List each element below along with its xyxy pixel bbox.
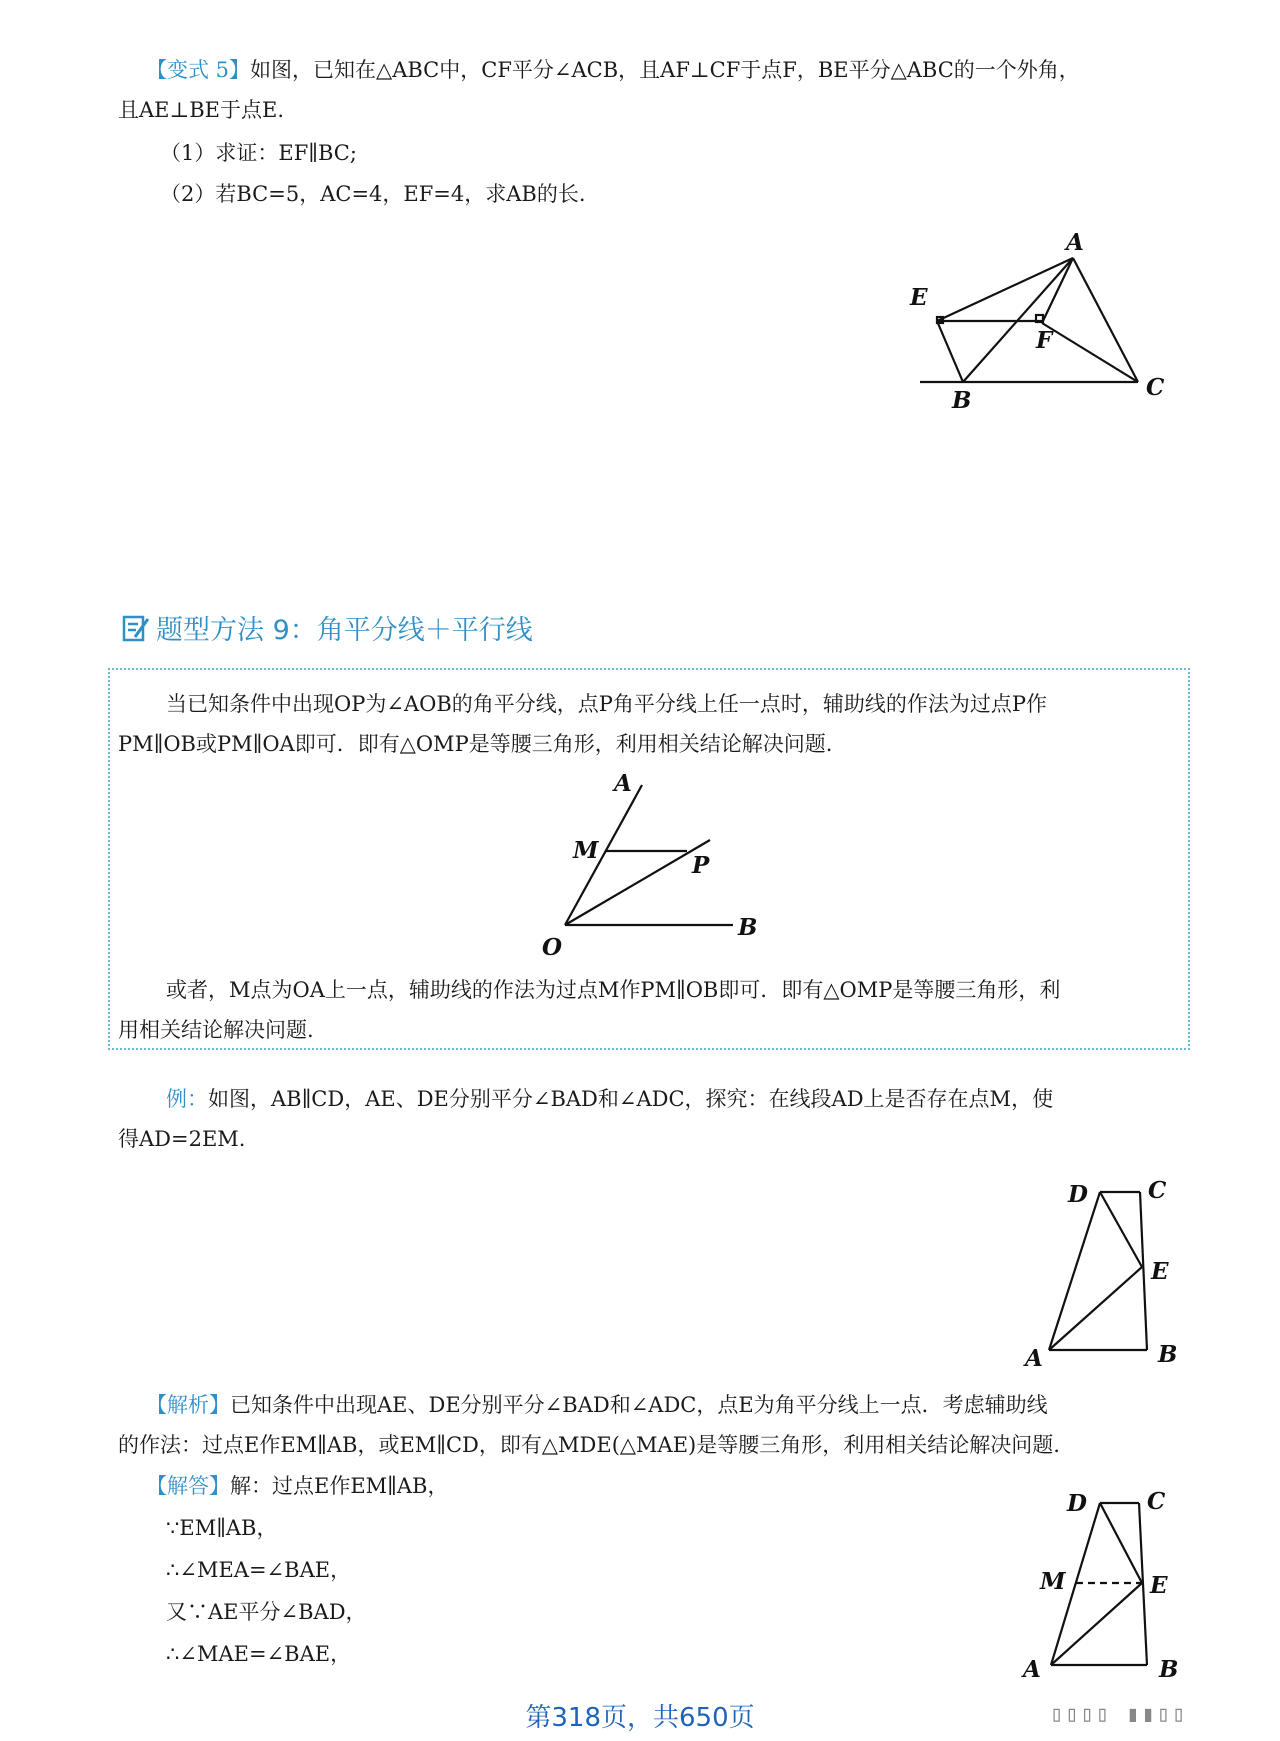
- label-b: B: [1158, 1341, 1178, 1368]
- label-o: O: [542, 934, 563, 961]
- variant5-question-2: （2）若BC=5，AC=4，EF=4，求AB的长.: [160, 182, 586, 206]
- analysis-line2: 的作法：过点E作EM∥AB，或EM∥CD，即有△MDE(△MAE)是等腰三角形，利用相关结论解决问题.: [118, 1433, 1060, 1457]
- label-m: M: [573, 837, 599, 864]
- method-para2-line2: 用相关结论解决问题.: [118, 1018, 314, 1042]
- method-para1-line2: PM∥OB或PM∥OA即可．即有△OMP是等腰三角形，利用相关结论解决问题.: [118, 732, 833, 756]
- variant5-tag: 【变式 5】: [146, 58, 251, 82]
- variant5-line2: 且AE⊥BE于点E.: [118, 98, 285, 122]
- answer-line2: ∵EM∥AB，: [166, 1516, 278, 1540]
- variant5-question-1: （1）求证：EF∥BC;: [160, 141, 357, 165]
- analysis-text: 已知条件中出现AE、DE分别平分∠BAD和∠ADC，点E为角平分线上一点．考虑辅助线: [230, 1393, 1048, 1417]
- line-ac: [1073, 258, 1138, 382]
- label-f: F: [1036, 327, 1053, 354]
- analysis-tag: 【解析】: [146, 1393, 230, 1417]
- label-a: A: [1023, 1656, 1041, 1683]
- label-d: D: [1067, 1490, 1087, 1517]
- answer-line5: ∴∠MAE=∠BAE，: [166, 1642, 352, 1666]
- figure-trapezoid-with-m: [1015, 1475, 1215, 1695]
- figure-triangle-abc: [900, 220, 1200, 420]
- line-be: [937, 321, 963, 382]
- line-ae: [937, 258, 1073, 321]
- example-line1: [166, 1079, 1053, 1119]
- figure-trapezoid: [1015, 1170, 1215, 1370]
- label-m: M: [1040, 1568, 1066, 1595]
- line-ae: [1051, 1583, 1142, 1665]
- analysis-line1: [146, 1385, 1048, 1425]
- line-af: [1042, 258, 1073, 323]
- page-strip-icon: ▯▯▯▯ ▮▮▯▯: [1050, 1702, 1188, 1727]
- variant5-statement: 如图，已知在△ABC中，CF平分∠ACB，且AF⊥CF于点F，BE平分△ABC的一个外角，: [250, 58, 1080, 82]
- answer-tag: 【解答】: [146, 1474, 230, 1498]
- label-e: E: [1151, 1258, 1169, 1285]
- line-de: [1100, 1192, 1142, 1267]
- method-note-icon: [121, 613, 151, 643]
- figure-angle-aob: [530, 765, 790, 965]
- method-para1-line1: 当已知条件中出现OP为∠AOB的角平分线，点P角平分线上任一点时，辅助线的作法为过点P作: [166, 692, 1048, 716]
- example-line2: 得AD=2EM.: [118, 1127, 246, 1151]
- method-para2-line1: 或者，M点为OA上一点，辅助线的作法为过点M作PM∥OB即可．即有△OMP是等腰三角形，利: [166, 978, 1061, 1002]
- label-e: E: [1150, 1572, 1168, 1599]
- label-c: C: [1146, 374, 1165, 401]
- variant5-line1: [146, 50, 1080, 90]
- label-b: B: [1159, 1656, 1179, 1683]
- label-b: B: [738, 914, 758, 941]
- answer-step1: 解：过点E作EM∥AB，: [230, 1474, 449, 1498]
- label-d: D: [1068, 1181, 1088, 1208]
- answer-line3: ∴∠MEA=∠BAE，: [166, 1558, 352, 1582]
- right-angle-f: [1036, 315, 1043, 322]
- method-title: 题型方法 9：角平分线＋平行线: [156, 615, 533, 646]
- answer-line1: [146, 1466, 448, 1506]
- label-e: E: [910, 284, 928, 311]
- label-b: B: [952, 387, 972, 414]
- label-a: A: [1025, 1345, 1043, 1372]
- line-cb: [1140, 1192, 1147, 1350]
- example-statement: 如图，AB∥CD，AE、DE分别平分∠BAD和∠ADC，探究：在线段AD上是否存在点M，使: [208, 1087, 1054, 1111]
- answer-line4: 又∵AE平分∠BAD，: [166, 1600, 367, 1624]
- line-de: [1100, 1503, 1142, 1583]
- label-a: A: [1066, 229, 1084, 256]
- example-tag: 例：: [166, 1087, 208, 1111]
- page-indicator: 第318页，共650页: [525, 1703, 755, 1733]
- label-c: C: [1148, 1177, 1167, 1204]
- label-c: C: [1147, 1488, 1166, 1515]
- label-p: P: [692, 852, 710, 879]
- label-a: A: [614, 770, 632, 797]
